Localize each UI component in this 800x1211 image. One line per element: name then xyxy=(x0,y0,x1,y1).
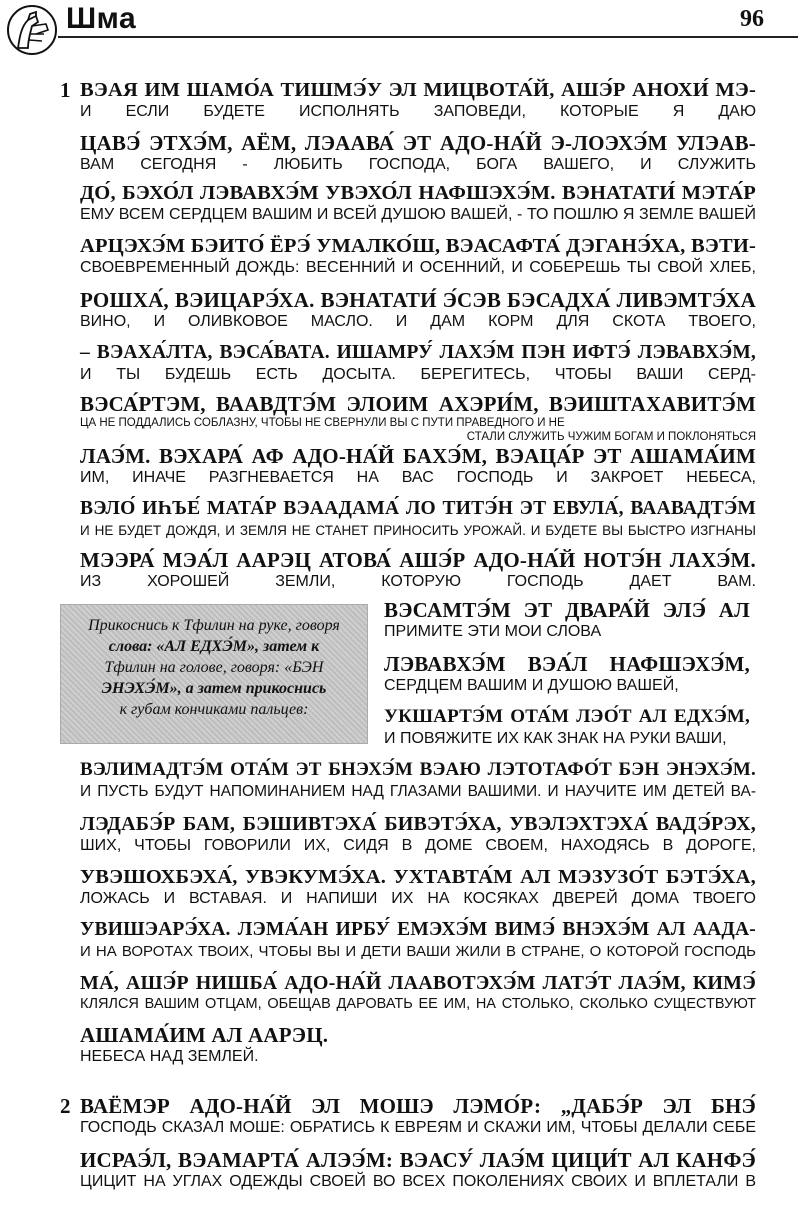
header-rule xyxy=(58,36,798,38)
line-pair xyxy=(80,971,756,1014)
transliteration-line: – ВЭАХА́ЛТА, ВЭСА́ВАТА. ИШАМРУ́ ЛАХЭ́М ПЭН ИФТЭ́ ЛЭВАВХЭ́М, xyxy=(80,342,756,363)
page-number: 96 xyxy=(740,6,764,32)
translation-line: И ПУСТЬ БУДУТ НАПОМИНАНИЕМ НАД ГЛАЗАМИ ВАШИМИ. И НАУЧИТЕ ИМ ДЕТЕЙ ВА- xyxy=(80,783,756,800)
line-pair xyxy=(80,865,756,908)
instruction-line: Прикоснись к Тфилин на руке, говоря xyxy=(88,617,340,634)
translation-line: ИЗ ХОРОШЕЙ ЗЕМЛИ, КОТОРУЮ ГОСПОДЬ ДАЕТ ВАМ. xyxy=(80,573,756,590)
transliteration-line: ДО́, БЭХО́Л ЛЭВАВХЭ́М УВЭХО́Л НАФШЭХЭ́М. ВЭНАТАТИ́ МЭТА́Р xyxy=(80,182,756,204)
transliteration-line: УВЭШОХБЭХА́, УВЭКУМЭ́ХА. УХТАВТА́М АЛ МЭЗУЗО́Т БЭТЭ́ХА, xyxy=(80,866,756,888)
line-pair xyxy=(80,288,756,331)
line-pair xyxy=(80,812,756,855)
instruction-line: ЭНЭХЭ́М», а затем прикоснись xyxy=(101,680,327,697)
instruction-line: к губам кончиками пальцев: xyxy=(119,701,309,718)
translation-line: И НА ВОРОТАХ ТВОИХ, ЧТОБЫ ВЫ И ДЕТИ ВАШИ ЖИЛИ В СТРАНЕ, О КОТОРОЙ ГОСПОДЬ xyxy=(80,943,756,960)
transliteration-line: ВАЁМЭР АДО-НА́Й ЭЛ МОШЭ ЛЭМО́Р: „ДАБЭ́Р ЭЛ БНЭ́ xyxy=(80,1094,756,1118)
transliteration-line: АРЦЭХЭ́М БЭИТО́ ЁРЭ́ УМАЛКО́Ш, ВЭАСАФТА́ ДЭГАНЭ́ХА, ВЭТИ- xyxy=(80,235,756,257)
line-pair xyxy=(80,1023,756,1066)
line-pair xyxy=(80,548,756,591)
line-pair xyxy=(80,341,756,384)
translation-line: НЕБЕСА НАД ЗЕМЛЕЙ. xyxy=(80,1048,259,1065)
line-pair xyxy=(80,497,756,540)
verse-number: 1 xyxy=(60,78,71,102)
page-title: Шма xyxy=(66,2,137,35)
transliteration-line: ВЭЛИМАДТЭ́М ОТА́М ЭТ БНЭХЭ́М ВЭАЮ ЛЭТОТАФО́Т БЭН ЭНЭХЭ́М. xyxy=(80,759,756,780)
transliteration-line: ВЭСА́РТЭМ, ВААВДТЭ́М ЭЛОИМ АХЭРИ́М, ВЭИШТАХАВИТЭ́М xyxy=(80,392,756,416)
translation-line: ИМ, ИНАЧЕ РАЗГНЕВАЕТСЯ НА ВАС ГОСПОДЬ И ЗАКРОЕТ НЕБЕСА, xyxy=(80,469,756,486)
instruction-line: Тфилин на голове, говоря: «БЭН xyxy=(104,659,324,676)
transliteration-line: ЛАЭ́М. ВЭХАРА́ АФ АДО-НА́Й БАХЭ́М, ВЭАЦА́Р ЭТ АШАМА́ИМ xyxy=(80,444,756,468)
translation-line: ЛОЖАСЬ И ВСТАВАЯ. И НАПИШИ ИХ НА КОСЯКАХ ДВЕРЕЙ ДОМА ТВОЕГО xyxy=(80,890,756,907)
line-pair xyxy=(80,758,756,801)
translation-line: ВАМ СЕГОДНЯ - ЛЮБИТЬ ГОСПОДА, БОГА ВАШЕГО, И СЛУЖИТЬ xyxy=(80,156,756,173)
translation-line: СТАЛИ СЛУЖИТЬ ЧУЖИМ БОГАМ И ПОКЛОНЯТЬСЯ xyxy=(466,431,756,443)
translation-line: ГОСПОДЬ СКАЗАЛ МОШЕ: ОБРАТИСЬ К ЕВРЕЯМ И СКАЖИ ИМ, ЧТОБЫ ДЕЛАЛИ СЕБЕ xyxy=(80,1119,756,1136)
line-pair xyxy=(80,234,756,277)
line-pair xyxy=(384,598,750,641)
line-pair xyxy=(80,78,756,121)
translation-line: И ЕСЛИ БУДЕТЕ ИСПОЛНЯТЬ ЗАПОВЕДИ, КОТОРЫЕ Я ДАЮ xyxy=(80,103,756,120)
line-pair xyxy=(80,1148,756,1191)
translation-line: И ТЫ БУДЕШЬ ЕСТЬ ДОСЫТА. БЕРЕГИТЕСЬ, ЧТОБЫ ВАШИ СЕРД- xyxy=(80,366,756,383)
page-header xyxy=(0,0,800,48)
instruction-line: слова: «АЛ ЕДХЭ́М», затем к xyxy=(108,638,320,655)
transliteration-line: ВЭЛО́ ИҺЪЕ́ МАТА́Р ВЭААДАМА́ ЛО ТИТЭ́Н ЭТ ЕВУЛА́, ВААВАДТЭ́М xyxy=(80,498,756,519)
transliteration-line: АШАМА́ИМ АЛ ААРЭЦ. xyxy=(80,1023,329,1047)
line-pair xyxy=(80,392,756,444)
translation-line: И ПОВЯЖИТЕ ИХ КАК ЗНАК НА РУКИ ВАШИ, xyxy=(384,730,727,747)
transliteration-line: УВИШЭАРЭ́ХА. ЛЭМА́АН ИРБУ́ ЕМЭХЭ́М ВИМЭ́ ВНЭХЭ́М АЛ ААДА- xyxy=(80,919,756,940)
translation-line: ЦИЦИТ НА УГЛАХ ОДЕЖДЫ СВОЕЙ ВО ВСЕХ ПОКОЛЕНИЯХ СВОИХ И ВПЛЕТАЛИ В xyxy=(80,1173,756,1190)
line-pair xyxy=(384,705,750,748)
transliteration-line: ИСРАЭ́Л, ВЭАМАРТА́ АЛЭЭ́М: ВЭАСУ́ ЛАЭ́М ЦИЦИ́Т АЛ КАНФЭ́ xyxy=(80,1148,756,1172)
line-pair xyxy=(80,131,756,174)
line-pair xyxy=(80,1094,756,1137)
translation-line: СВОЕВРЕМЕННЫЙ ДОЖДЬ: ВЕСЕННИЙ И ОСЕННИЙ, И СОБЕРЕШЬ ТЫ СВОЙ ХЛЕБ, xyxy=(80,259,756,276)
translation-line: СЕРДЦЕМ ВАШИМ И ДУШОЮ ВАШЕЙ, xyxy=(384,677,679,694)
translation-line: ЦА НЕ ПОДДАЛИСЬ СОБЛАЗНУ, ЧТОБЫ НЕ СВЕРНУЛИ ВЫ С ПУТИ ПРАВЕДНОГО И НЕ xyxy=(80,417,565,429)
transliteration-line: МЭЭРА́ МЭА́Л ААРЭЦ АТОВА́ АШЭ́Р АДО-НА́Й НОТЭ́Н ЛАХЭ́М. xyxy=(80,548,756,572)
translation-line: И НЕ БУДЕТ ДОЖДЯ, И ЗЕМЛЯ НЕ СТАНЕТ ПРИНОСИТЬ УРОЖАЙ. И БУДЕТЕ ВЫ БЫСТРО ИЗГНАНЫ xyxy=(80,523,756,538)
transliteration-line: УКШАРТЭ́М ОТА́М ЛЭО́Т АЛ ЕДХЭ́М, xyxy=(384,706,750,727)
line-pair xyxy=(80,918,756,961)
tefillin-hand-icon xyxy=(6,4,58,56)
transliteration-line: РОШХА́, ВЭИЦАРЭ́ХА. ВЭНАТАТИ́ Э́СЭВ БЭСАДХА́ ЛИВЭМТЭ́ХА xyxy=(80,288,756,312)
transliteration-line: ЦАВЭ́ ЭТХЭ́М, АЁМ, ЛЭААВА́ ЭТ АДО-НА́Й Э-ЛОЭХЭ́М УЛЭАВ- xyxy=(80,131,756,155)
transliteration-line: МА́, АШЭ́Р НИШБА́ АДО-НА́Й ЛААВОТЭХЭ́М ЛАТЭ́Т ЛАЭ́М, КИМЭ́ xyxy=(80,972,756,994)
translation-line: ВИНО, И ОЛИВКОВОЕ МАСЛО. И ДАМ КОРМ ДЛЯ СКОТА ТВОЕГО, xyxy=(80,313,756,330)
line-pair xyxy=(384,652,750,695)
line-pair xyxy=(80,181,756,224)
transliteration-line: ВЭСАМТЭ́М ЭТ ДВАРА́Й ЭЛЭ́ АЛ xyxy=(384,598,750,622)
transliteration-line: ЛЭДАБЭ́Р БАМ, БЭШИВТЭХА́ БИВЭТЭ́ХА, УВЭЛЭХТЭХА́ ВАДЭ́РЭХ, xyxy=(80,813,756,835)
verse-number: 2 xyxy=(60,1094,71,1118)
transliteration-line: ЛЭВАВХЭ́М ВЭА́Л НАФШЭХЭ́М, xyxy=(384,652,750,676)
instruction-box xyxy=(60,604,368,744)
translation-line: ШИХ, ЧТОБЫ ГОВОРИЛИ ИХ, СИДЯ В ДОМЕ СВОЕМ, НАХОДЯСЬ В ДОРОГЕ, xyxy=(80,837,756,854)
translation-line: ПРИМИТЕ ЭТИ МОИ СЛОВА xyxy=(384,623,602,640)
translation-line: КЛЯЛСЯ ВАШИМ ОТЦАМ, ОБЕЩАВ ДАРОВАТЬ ЕЕ ИМ, НА СТОЛЬКО, СКОЛЬКО СУЩЕСТВУЮТ xyxy=(80,996,756,1012)
line-pair xyxy=(80,444,756,487)
transliteration-line: ВЭАЯ ИМ ШАМО́А ТИШМЭ́У ЭЛ МИЦВОТА́Й, АШЭ́Р АНОХИ́ МЭ- xyxy=(80,79,756,101)
translation-line: ЕМУ ВСЕМ СЕРДЦЕМ ВАШИМ И ВСЕЙ ДУШОЮ ВАШЕЙ, - ТО ПОШЛЮ Я ЗЕМЛЕ ВАШЕЙ xyxy=(80,206,756,223)
